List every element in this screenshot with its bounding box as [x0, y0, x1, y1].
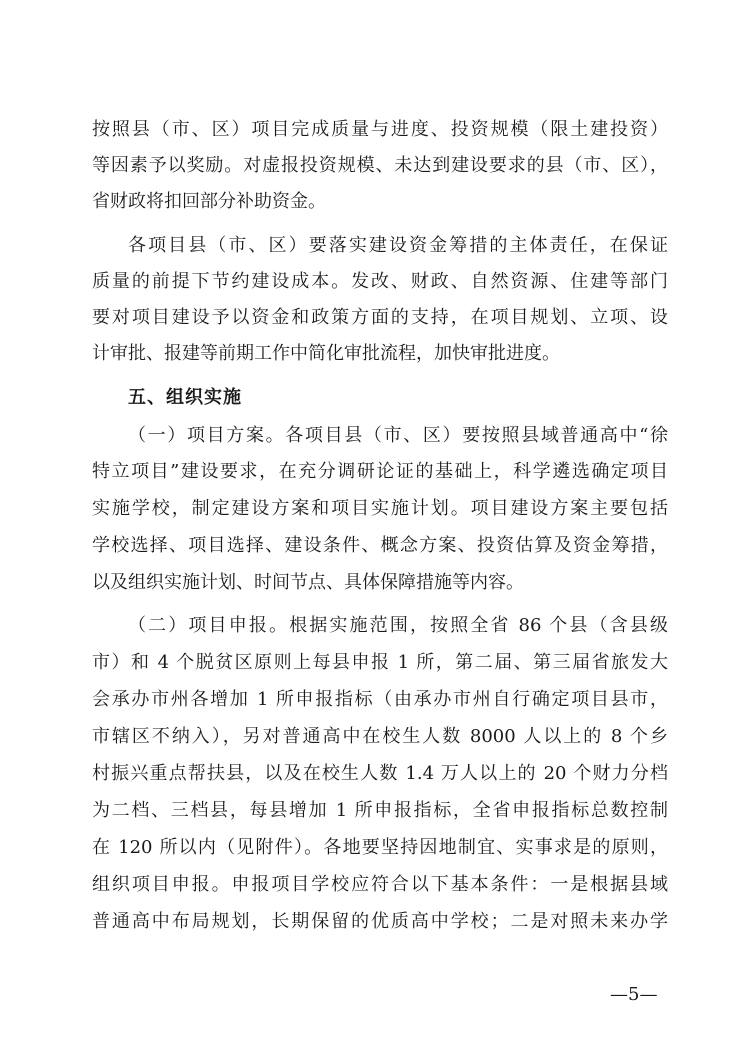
text-line: 组织项目申报。申报项目学校应符合以下基本条件：一是根据县域	[92, 874, 668, 895]
text-line: 省财政将扣回部分补助资金。	[92, 191, 326, 212]
text-line: 会承办市州各增加 1 所申报指标（由承办市州自行确定项目县市，	[92, 689, 668, 710]
section-heading: 五、组织实施	[128, 387, 242, 408]
paragraph-first-line: （一）项目方案。各项目县（市、区）要按照县域普通高中“徐	[128, 425, 668, 446]
text-line: 市）和 4 个脱贫区原则上每县申报 1 所，第二届、第三届省旅发大	[92, 652, 668, 673]
text-line: 学校选择、项目选择、建设条件、概念方案、投资估算及资金筹措，	[92, 535, 668, 556]
text-line: 质量的前提下节约建设成本。发改、财政、自然资源、住建等部门	[92, 271, 668, 292]
paragraph-first-line: （二）项目申报。根据实施范围，按照全省 86 个县（含县级	[128, 615, 668, 636]
text-line: 等因素予以奖励。对虚报投资规模、未达到建设要求的县（市、区），	[92, 155, 668, 176]
text-line: 在 120 所以内（见附件）。各地要坚持因地制宜、实事求是的原则，	[92, 837, 668, 858]
text-line: 为二档、三档县，每县增加 1 所申报指标，全省申报指标总数控制	[92, 800, 668, 821]
text-line: 实施学校，制定建设方案和项目实施计划。项目建设方案主要包括	[92, 498, 668, 519]
text-line: 以及组织实施计划、时间节点、具体保障措施等内容。	[92, 572, 524, 593]
text-line: 计审批、报建等前期工作中简化审批流程，加快审批进度。	[92, 343, 560, 364]
page-number: —5—	[610, 984, 658, 1005]
text-line: 市辖区不纳入），另对普通高中在校生人数 8000 人以上的 8 个乡	[92, 726, 668, 747]
text-line: 要对项目建设予以资金和政策方面的支持，在项目规划、立项、设	[92, 307, 668, 328]
paragraph-first-line: 各项目县（市、区）要落实建设资金筹措的主体责任，在保证	[128, 235, 668, 256]
text-line: 按照县（市、区）项目完成质量与进度、投资规模（限土建投资）	[92, 119, 668, 140]
text-line: 普通高中布局规划，长期保留的优质高中学校；二是对照未来办学	[92, 911, 668, 932]
text-line: 特立项目”建设要求，在充分调研论证的基础上，科学遴选确定项目	[92, 461, 668, 482]
text-line: 村振兴重点帮扶县，以及在校生人数 1.4 万人以上的 20 个财力分档	[92, 763, 668, 784]
